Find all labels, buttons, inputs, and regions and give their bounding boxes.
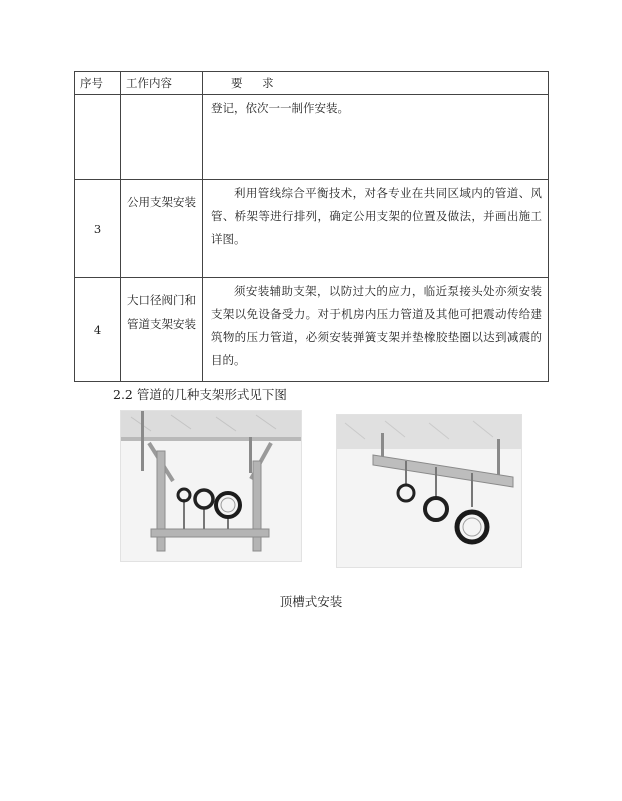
header-work: 工作内容 (121, 72, 203, 95)
pipe-support-figure-left (120, 410, 302, 562)
pipe-support-frame-icon (121, 411, 301, 561)
header-num: 序号 (75, 72, 121, 95)
row-work-content: 大口径阀门和管道支架安装 (121, 278, 203, 382)
table-row (75, 95, 549, 180)
row-requirement: 须安装辅助支架，以防过大的应力，临近泵接头处亦须安装支架以免设备受力。对于机房内压力管道及其他可把震动传给建筑物的压力管道，必须安装弹簧支架并垫橡胶垫圈以达到减震的目的。 (203, 278, 549, 382)
requirements-table (74, 71, 549, 382)
section-heading: 2.2 管道的几种支架形式见下图 (113, 387, 287, 402)
table-header-row (75, 72, 549, 95)
header-requirements: 要 求 (203, 72, 549, 95)
row-requirement: 利用管线综合平衡技术，对各专业在共同区域内的管道、风管、桥架等进行排列，确定公用支架的位置及做法，并画出施工详图。 (203, 180, 549, 278)
table-row (75, 278, 549, 382)
ceiling-channel-hanger-icon (337, 415, 521, 567)
row-number: 4 (75, 278, 121, 382)
row-requirement: 登记，依次一一制作安装。 (203, 95, 549, 180)
row-work-content: 公用支架安装 (121, 180, 203, 278)
row-number: 3 (75, 180, 121, 278)
figure-caption: 顶槽式安装 (279, 594, 343, 609)
table-row (75, 180, 549, 278)
row-number (75, 95, 121, 180)
row-work-content (121, 95, 203, 180)
pipe-support-figure-right (336, 414, 522, 568)
